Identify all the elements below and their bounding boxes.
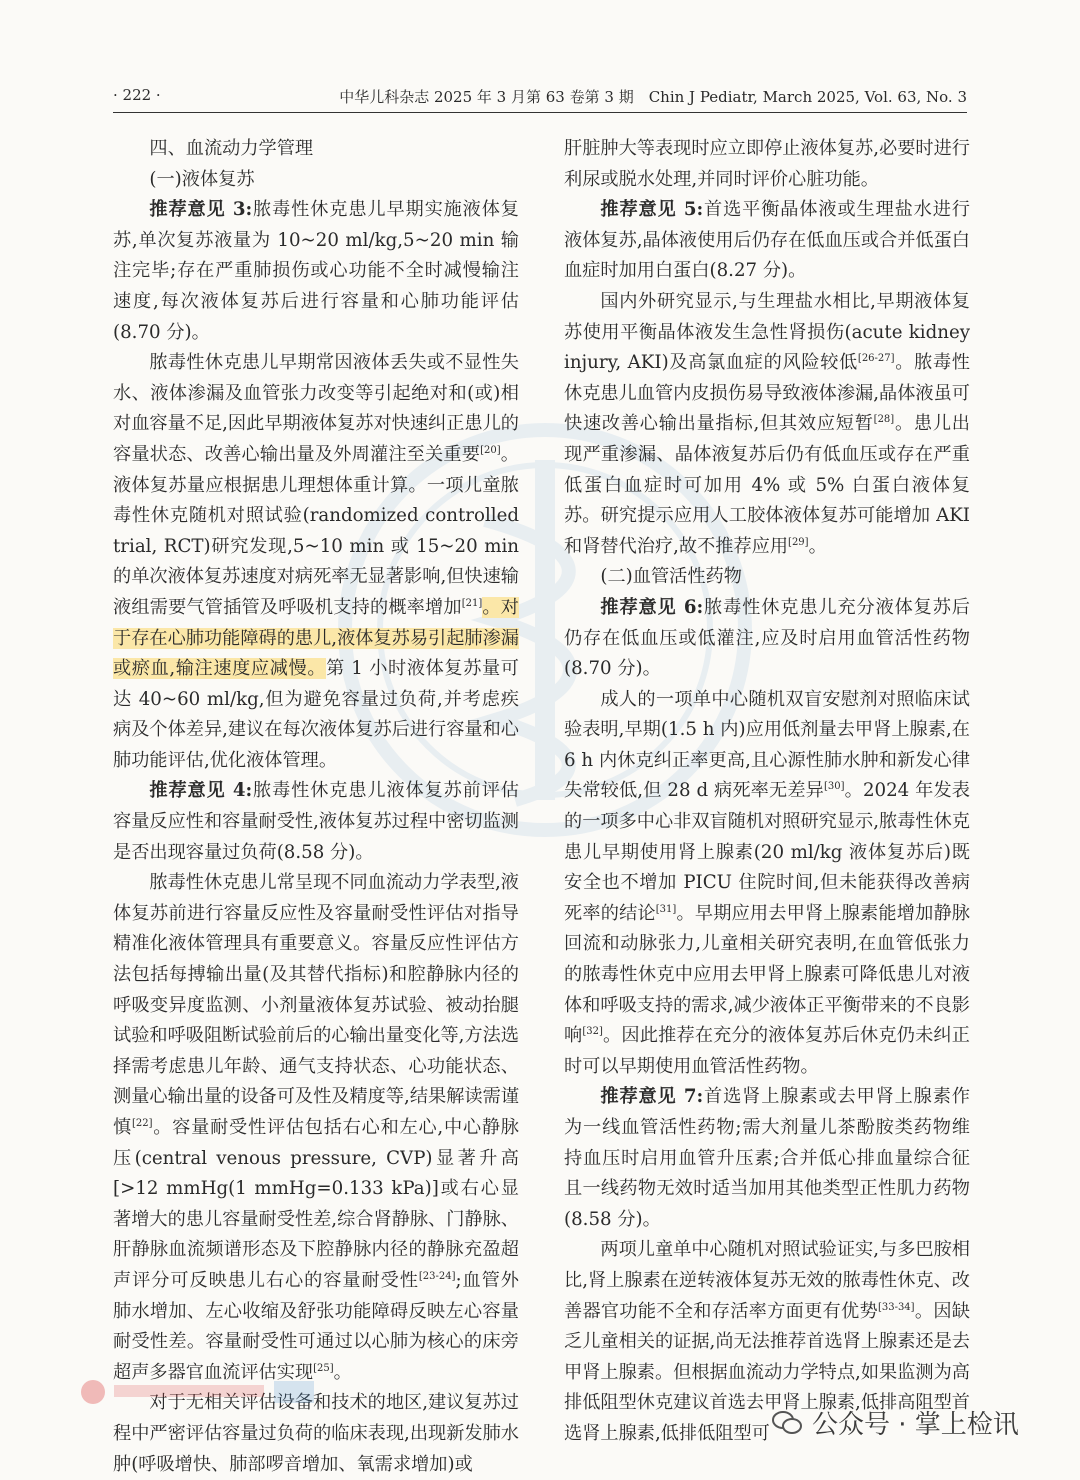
p2-part-c: ;血管外肺水增加、左心收缩及舒张功能障碍反映左心容量耐受性差。容量耐受性可通过以心肺为核心的床旁超声多器官血流评估实现 bbox=[113, 1269, 519, 1383]
right-column bbox=[564, 134, 970, 1450]
p5-part-b: 。2024 年发表的一项多中心非双盲随机对照研究显示,脓毒性休克患儿早期使用肾上腺素(20 ml/kg 液体复苏后)既安全也不增加 PICU 住院时间,但未能获得改善病死率的结论 bbox=[564, 780, 970, 924]
p1-part-c: 。对于存在心肺功能障碍的患儿,液体复苏易引起肺渗漏或瘀血,输注速度应减慢。 bbox=[113, 596, 519, 680]
ref-22: [22] bbox=[131, 1117, 153, 1129]
ref-23-24: [23-24] bbox=[418, 1270, 456, 1282]
paragraph-1 bbox=[113, 348, 519, 776]
publisher-logo-icon bbox=[78, 1377, 318, 1407]
ref-20: [20] bbox=[480, 444, 501, 456]
rec7-text: 首选肾上腺素或去甲肾上腺素作为一线血管活性药物;需大剂量儿茶酚胺类药物维持血压时启用血管升压素;合并低心排血量综合征且一线药物无效时适当加用其他类型正性肌力药物(8.58 分)。 bbox=[564, 1086, 970, 1230]
p1-part-b: 。液体复苏量应根据患儿理想体重计算。一项儿童脓毒性休克随机对照试验(randomized controlled trial, RCT)研究发现,5~10 min 或 15~20 min 的单次液体复苏速度对病死率无显著影响,但快速输液组需要气管插管及呼吸机支持的概率增加 bbox=[113, 443, 519, 618]
ref-25: [25] bbox=[313, 1362, 334, 1374]
paragraph-5 bbox=[564, 685, 970, 1083]
p5-part-a: 成人的一项单中心随机双盲安慰剂对照临床试验表明,早期(1.5 h 内)应用低剂量去甲肾上腺素,在 6 h 内休克纠正率更高,且心源性肺水肿和新发心律失常较低,但 28 d 病死率无差异 bbox=[564, 688, 970, 802]
p4-part-b: 。脓毒性休克患儿血管内皮损伤易导致液体渗漏,晶体液虽可快速改善心输出量指标,但其效应短暂 bbox=[564, 352, 970, 435]
paragraph-3: 对于无相关评估设备和技术的地区,建议复苏过程中严密评估容量过负荷的临床表现,出现新发肺水肿(呼吸增快、肺部啰音增加、氧需求增加)或 bbox=[113, 1392, 519, 1475]
page-number: · 222 · bbox=[113, 86, 161, 104]
p4-part-c: 。患儿出现严重渗漏、晶体液复苏后仍有低血压或存在严重低蛋白血症时可加用 4% 或 5% 白蛋白液体复苏。研究提示应用人工胶体液体复苏可能增加 AKI 和肾替代治疗,故不推荐应用 bbox=[564, 413, 970, 557]
section-title: 四、血流动力学管理 bbox=[149, 138, 314, 159]
subsection-vasoactive-drugs: (二)血管活性药物 bbox=[600, 566, 742, 588]
p2-part-a: 脓毒性休克患儿常呈现不同血流动力学表型,液体复苏前进行容量反应性及容量耐受性评估对指导精准化液体管理具有重要意义。容量反应性评估方法包括每搏输出量(及其替代指标)和腔静脉内径的呼吸变异度监测、小剂量液体复苏试验、被动抬腿试验和呼吸阻断试验前后的心输出量变化等,方法选择需考虑患儿年龄、通气支持状态、心功能状态、测量心输出量的设备可及性及精度等,结果解读需谨慎 bbox=[113, 872, 519, 1138]
p5-part-c: 。早期应用去甲肾上腺素能增加静脉回流和动脉张力,儿童相关研究表明,在血管低张力的脓毒性休克中应用去甲肾上腺素可降低患儿对液体和呼吸支持的需求,减少液体正平衡带来的不良影响 bbox=[564, 902, 970, 1047]
p4-part-a: 国内外研究显示,与生理盐水相比,早期液体复苏使用平衡晶体液发生急性肾损伤(acute kidney injury, AKI)及高氯血症的风险较低 bbox=[564, 290, 970, 374]
ref-30: [30] bbox=[823, 781, 845, 793]
p1-part-d: 第 1 小时液体复苏量可达 40~60 ml/kg,但为避免容量过负荷,并考虑疾病及个体差异,建议在每次液体复苏后进行容量和心肺功能评估,优化液体管理。 bbox=[113, 658, 519, 771]
ref-29: [29] bbox=[788, 536, 809, 548]
wechat-account-name: 公众号 · 掌上检讯 bbox=[812, 1410, 1019, 1440]
rec6-text: 脓毒性休克患儿充分液体复苏后仍存在低血压或低灌注,应及时启用血管活性药物(8.70 分)。 bbox=[564, 596, 970, 680]
recommendation-4 bbox=[113, 776, 519, 868]
p2-part-b: 。容量耐受性评估包括右心和左心,中心静脉压(central venous pressure, CVP)显著升高[>12 mmHg(1 mmHg=0.133 kPa)]或右心显著增大的患儿容量耐受性差,综合肾静脉、门静脉、肝静脉血流频谱形态及下腔静脉内径的静脉充盈超声评分可反映患儿右心的容量耐受性 bbox=[113, 1117, 519, 1291]
left-column bbox=[113, 134, 519, 1480]
ref-33-34: [33-34] bbox=[877, 1301, 915, 1313]
ref-21: [21] bbox=[461, 597, 483, 609]
running-header bbox=[113, 86, 967, 112]
journal-citation: 中华儿科杂志 2025 年 3 月第 63 卷第 3 期 Chin J Pediatr, March 2025, Vol. 63, No. 3 bbox=[339, 88, 967, 106]
p5-part-d: 。因此推荐在充分的液体复苏后休克仍未纠正时可以早期使用血管活性药物。 bbox=[564, 1025, 970, 1077]
rec4-text: 脓毒性休克患儿液体复苏前评估容量反应性和容量耐受性,液体复苏过程中密切监测是否出现容量过负荷(8.58 分)。 bbox=[113, 780, 519, 863]
recommendation-6 bbox=[564, 593, 970, 685]
p6-part-b: 。因缺乏儿童相关的证据,尚无法推荐首选肾上腺素还是去甲肾上腺素。但根据血流动力学特点,如果监测为高排低阻型休克建议首选去甲肾上腺素,低排高阻型首选肾上腺素,低排低阻型可 bbox=[564, 1300, 970, 1444]
recommendation-5 bbox=[564, 195, 970, 287]
p2-part-d: 。 bbox=[333, 1361, 352, 1383]
rec3-label: 推荐意见 3: bbox=[149, 199, 253, 221]
rec5-label: 推荐意见 5: bbox=[600, 199, 704, 221]
recommendation-7 bbox=[564, 1082, 970, 1235]
p4-part-d: 。 bbox=[808, 535, 827, 557]
rec4-label: 推荐意见 4: bbox=[149, 780, 253, 802]
rec7-label: 推荐意见 7: bbox=[600, 1086, 704, 1108]
subsection-fluid-resuscitation: (一)液体复苏 bbox=[149, 168, 255, 190]
p1-part-a: 脓毒性休克患儿早期常因液体丢失或不显性失水、液体渗漏及血管张力改变等引起绝对和(或)相对血容量不足,因此早期液体复苏对快速纠正患儿的容量状态、改善心输出量及外周灌注至关重要 bbox=[113, 352, 519, 465]
ref-28: [28] bbox=[873, 414, 895, 426]
continuation-paragraph: 肝脏肿大等表现时应立即停止液体复苏,必要时进行利尿或脱水处理,并同时评价心脏功能。 bbox=[564, 138, 970, 190]
paragraph-2 bbox=[113, 868, 519, 1388]
p6-part-a: 两项儿童单中心随机对照试验证实,与多巴胺相比,肾上腺素在逆转液体复苏无效的脓毒性休克、改善器官功能不全和存活率方面更有优势 bbox=[564, 1239, 970, 1322]
paragraph-4 bbox=[564, 287, 970, 562]
wechat-icon bbox=[772, 1410, 802, 1436]
rec5-text: 首选平衡晶体液或生理盐水进行液体复苏,晶体液使用后仍存在低血压或合并低蛋白血症时加用白蛋白(8.27 分)。 bbox=[564, 199, 970, 282]
header-rule bbox=[113, 112, 967, 113]
ref-31: [31] bbox=[655, 903, 677, 915]
ref-26-27: [26-27] bbox=[857, 353, 895, 365]
recommendation-3 bbox=[113, 195, 519, 348]
wechat-account-tag bbox=[772, 1404, 1019, 1441]
ref-32: [32] bbox=[582, 1026, 603, 1038]
rec6-label: 推荐意见 6: bbox=[600, 596, 704, 618]
rec3-text: 脓毒性休克患儿早期实施液体复苏,单次复苏液量为 10~20 ml/kg,5~20 min 输注完毕;存在严重肺损伤或心功能不全时减慢输注速度,每次液体复苏后进行容量和心肺功能评估(8.70 分)。 bbox=[113, 199, 519, 343]
